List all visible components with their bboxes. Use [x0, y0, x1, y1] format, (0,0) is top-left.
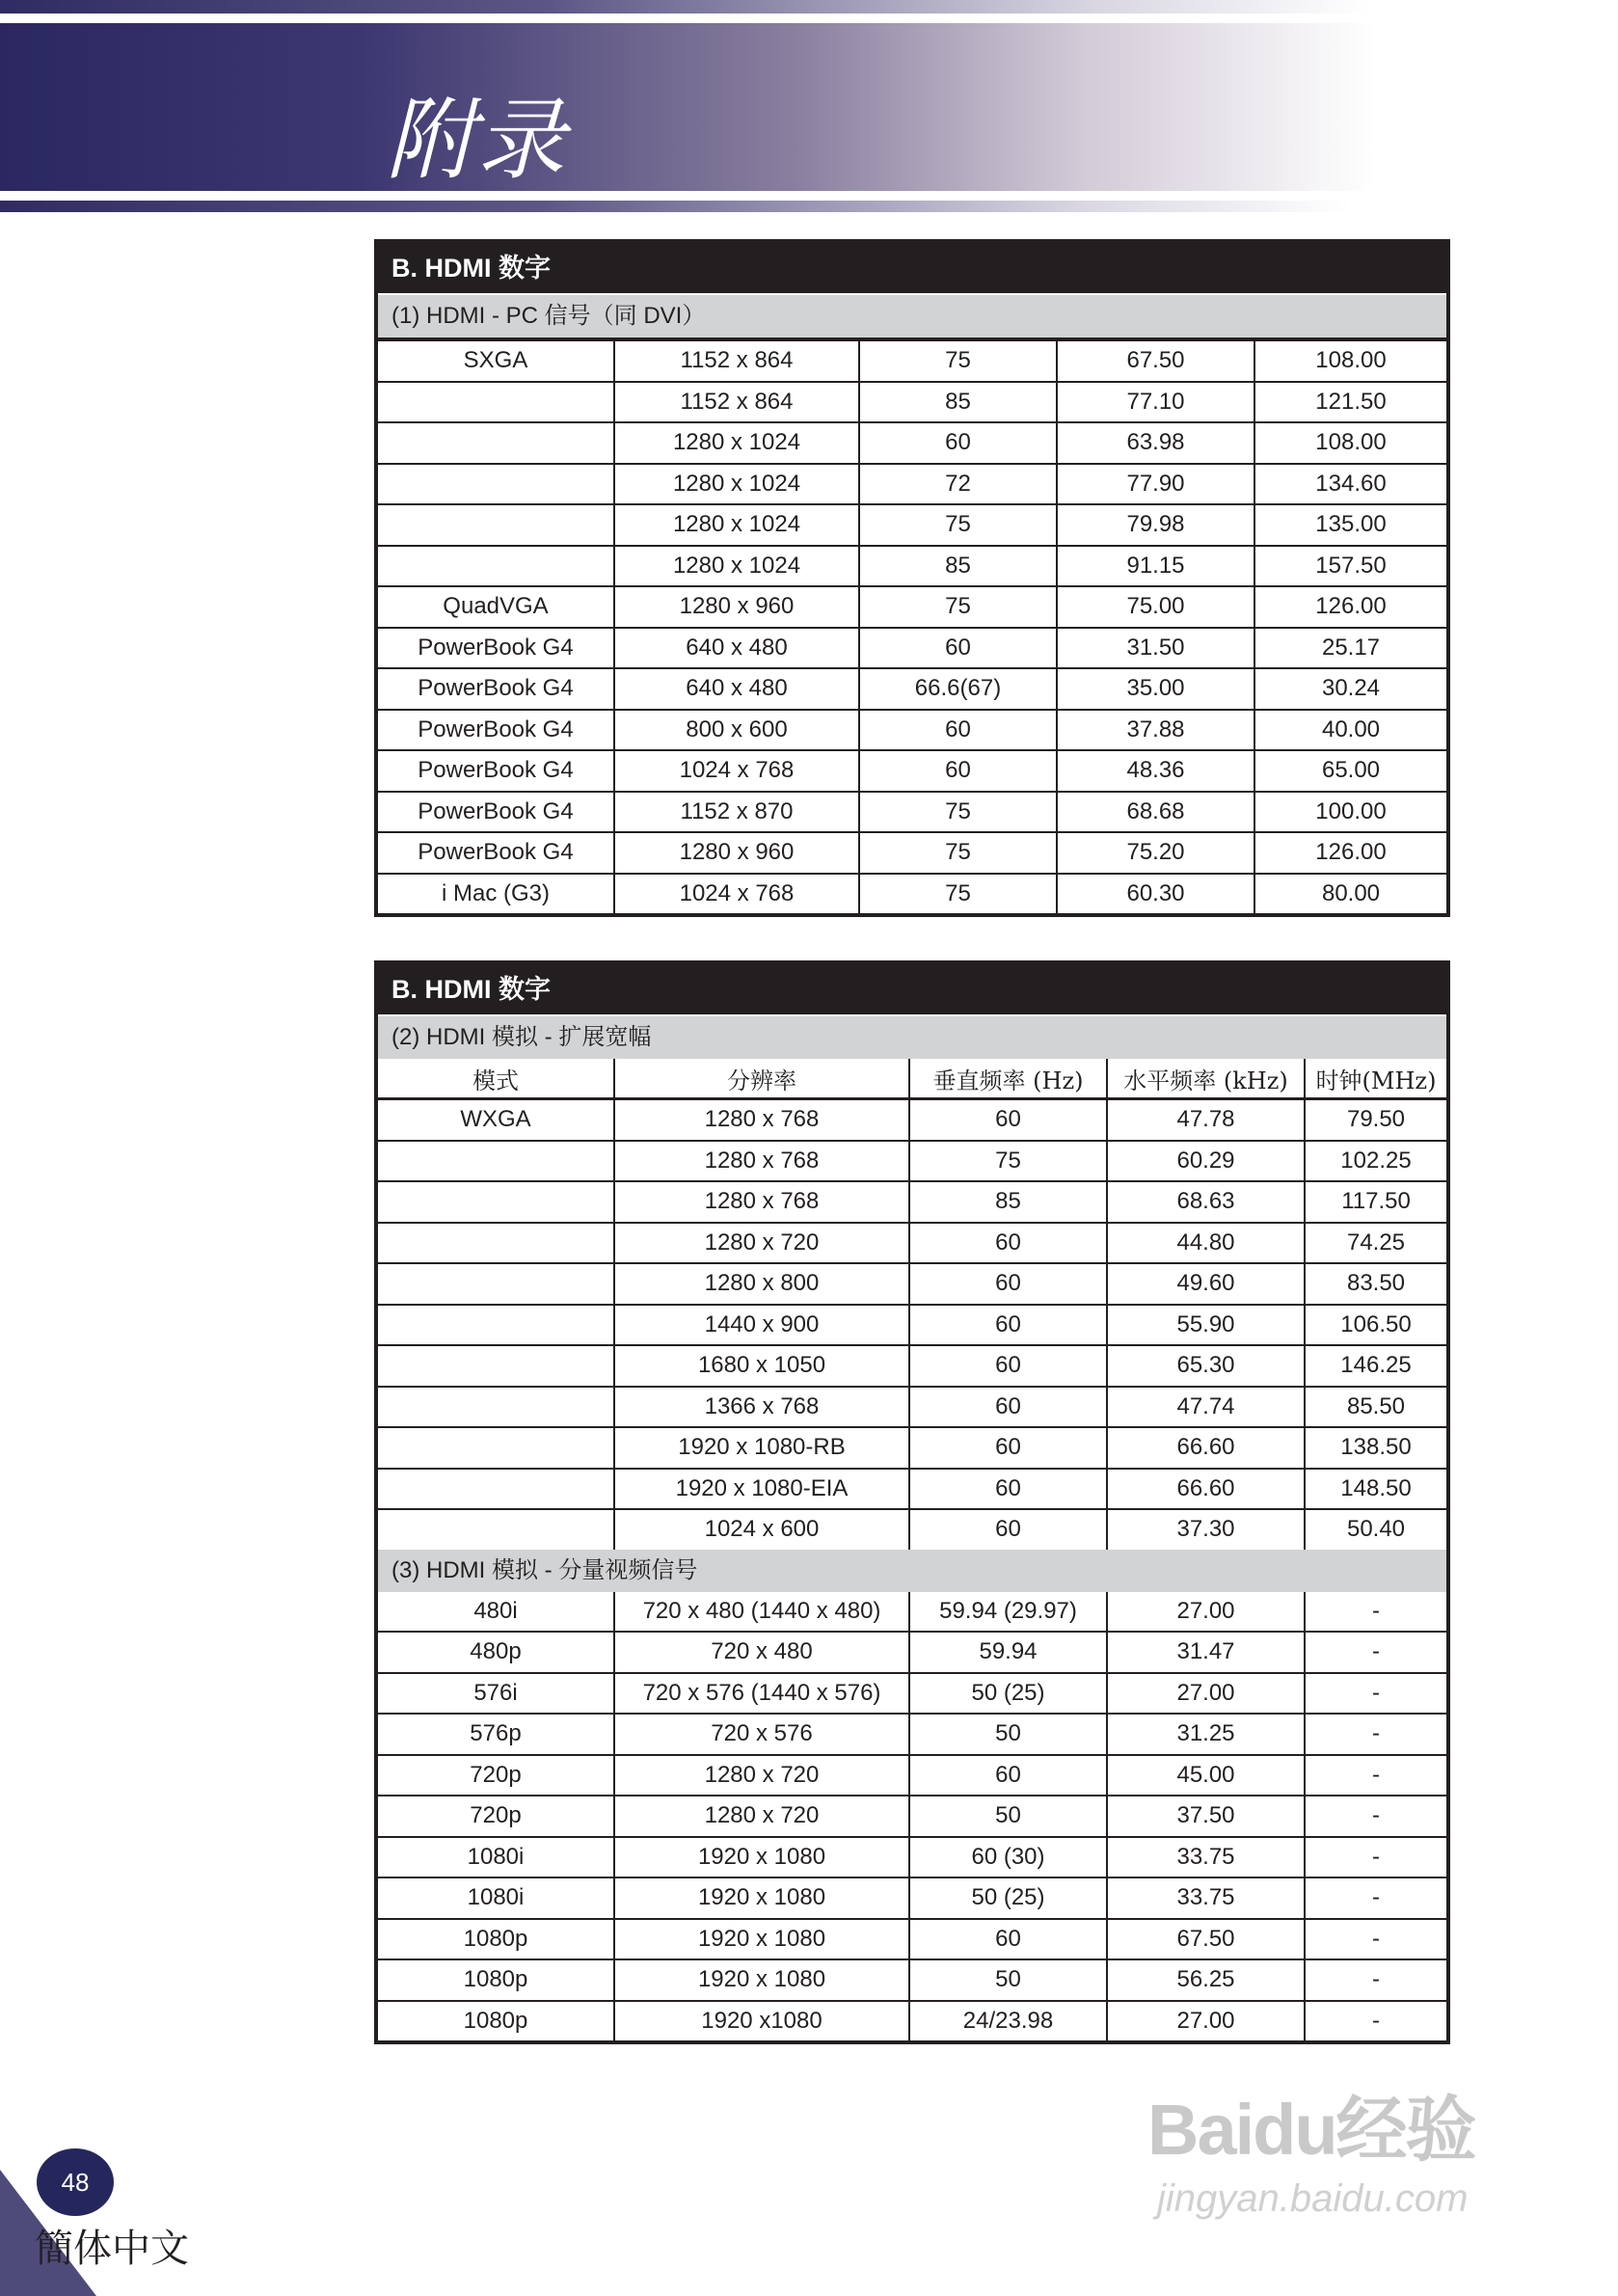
table-cell: 65.00: [1254, 750, 1446, 792]
table-cell: [378, 1181, 614, 1223]
table-cell: 60: [859, 422, 1057, 464]
table-cell: 1280 x 768: [614, 1099, 909, 1141]
table-row: [378, 586, 1446, 628]
table-cell: 85.50: [1305, 1387, 1446, 1428]
table-cell: 27.00: [1107, 1673, 1305, 1715]
table-cell: 1920 x 1080: [614, 1877, 909, 1919]
table-cell: 60: [909, 1263, 1107, 1305]
column-header: 分辨率: [614, 1059, 909, 1099]
page-number: 48: [37, 2148, 114, 2216]
table-cell: -: [1305, 1877, 1446, 1919]
table-row: [378, 1632, 1446, 1673]
table-cell: 60.29: [1107, 1141, 1305, 1182]
table-cell: 79.50: [1305, 1099, 1446, 1141]
table-cell: 1024 x 768: [614, 874, 859, 914]
table-cell: 30.24: [1254, 668, 1446, 710]
table-cell: PowerBook G4: [378, 628, 614, 669]
table-cell: -: [1305, 1673, 1446, 1715]
table-cell: 67.50: [1107, 1919, 1305, 1960]
table-cell: 1280 x 1024: [614, 422, 859, 464]
table-row: [378, 1755, 1446, 1796]
table-cell: 60.30: [1057, 874, 1254, 914]
table-cell: 1024 x 600: [614, 1509, 909, 1550]
table-cell: 1680 x 1050: [614, 1345, 909, 1387]
table-cell: [378, 504, 614, 546]
table-row: [378, 1592, 1446, 1633]
table-cell: 576p: [378, 1714, 614, 1755]
table-cell: [378, 382, 614, 423]
table2-subheading2: (3) HDMI 模拟 - 分量视频信号: [378, 1550, 1446, 1592]
table-cell: -: [1305, 1632, 1446, 1673]
table-cell: [378, 1263, 614, 1305]
table-row: [378, 1469, 1446, 1510]
table-cell: 31.25: [1107, 1714, 1305, 1755]
table-row: [378, 339, 1446, 382]
table-cell: 63.98: [1057, 422, 1254, 464]
hdmi-pc-table: [374, 239, 1450, 917]
column-header: 水平频率 (kHz): [1107, 1059, 1305, 1099]
table-cell: 75: [859, 339, 1057, 382]
table-row: [378, 1509, 1446, 1550]
table-row: [378, 750, 1446, 792]
table-cell: 55.90: [1107, 1305, 1305, 1346]
table-row: [378, 1959, 1446, 2001]
table-cell: 27.00: [1107, 1592, 1305, 1633]
table-cell: [378, 546, 614, 587]
table-cell: 60: [909, 1387, 1107, 1428]
hdmi-analog-table: [374, 960, 1450, 2044]
table-cell: 480i: [378, 1592, 614, 1633]
table-cell: 68.68: [1057, 792, 1254, 833]
table-cell: 50: [909, 1796, 1107, 1837]
table-cell: 1280 x 720: [614, 1796, 909, 1837]
table-cell: 50: [909, 1959, 1107, 2001]
table-cell: 720 x 576: [614, 1714, 909, 1755]
table-cell: -: [1305, 2001, 1446, 2041]
table-row: [378, 832, 1446, 874]
table-cell: -: [1305, 1714, 1446, 1755]
table-cell: 1024 x 768: [614, 750, 859, 792]
table-cell: 49.60: [1107, 1263, 1305, 1305]
table-cell: 60: [859, 750, 1057, 792]
table-cell: 65.30: [1107, 1345, 1305, 1387]
table-cell: 60: [859, 710, 1057, 751]
table-row: [378, 1919, 1446, 1960]
table-cell: 83.50: [1305, 1263, 1446, 1305]
table-cell: 85: [909, 1181, 1107, 1223]
table-row: [378, 1877, 1446, 1919]
table-cell: 91.15: [1057, 546, 1254, 587]
top-decor-line: [0, 0, 1369, 14]
table-cell: 45.00: [1107, 1755, 1305, 1796]
table-cell: 1080i: [378, 1877, 614, 1919]
table-cell: 67.50: [1057, 339, 1254, 382]
table-cell: 37.50: [1107, 1796, 1305, 1837]
table-cell: 134.60: [1254, 464, 1446, 505]
table-row: [378, 1263, 1446, 1305]
table-cell: 50 (25): [909, 1877, 1107, 1919]
table-cell: 60 (30): [909, 1837, 1107, 1878]
table-cell: 77.90: [1057, 464, 1254, 505]
table-cell: 75: [859, 874, 1057, 914]
table-row: [378, 1181, 1446, 1223]
table-row: [378, 1427, 1446, 1469]
table-cell: 37.30: [1107, 1509, 1305, 1550]
table-cell: 75: [859, 586, 1057, 628]
table-cell: 66.60: [1107, 1427, 1305, 1469]
table-cell: 480p: [378, 1632, 614, 1673]
table-cell: PowerBook G4: [378, 832, 614, 874]
table-cell: 31.47: [1107, 1632, 1305, 1673]
table-cell: 1280 x 768: [614, 1141, 909, 1182]
table-cell: 720 x 480 (1440 x 480): [614, 1592, 909, 1633]
table-row: [378, 1099, 1446, 1141]
table-cell: 60: [909, 1099, 1107, 1141]
table-cell: 1920 x1080: [614, 2001, 909, 2041]
table-cell: 50 (25): [909, 1673, 1107, 1715]
table-cell: 720 x 576 (1440 x 576): [614, 1673, 909, 1715]
table-cell: 75: [859, 792, 1057, 833]
table-cell: 60: [909, 1345, 1107, 1387]
table-cell: 720p: [378, 1755, 614, 1796]
column-header: 时钟(MHz): [1305, 1059, 1446, 1099]
table-cell: 47.78: [1107, 1099, 1305, 1141]
table-cell: SXGA: [378, 339, 614, 382]
table-cell: [378, 1509, 614, 1550]
table-cell: 121.50: [1254, 382, 1446, 423]
table1-subheading: (1) HDMI - PC 信号（同 DVI）: [378, 293, 1446, 338]
table-cell: 77.10: [1057, 382, 1254, 423]
table-cell: 720 x 480: [614, 1632, 909, 1673]
table-cell: 146.25: [1305, 1345, 1446, 1387]
table-cell: 37.88: [1057, 710, 1254, 751]
table-cell: 108.00: [1254, 422, 1446, 464]
table-cell: 85: [859, 382, 1057, 423]
table-cell: 25.17: [1254, 628, 1446, 669]
table-cell: 1080i: [378, 1837, 614, 1878]
language-label: 簡体中文: [35, 2227, 189, 2271]
table-row: [378, 874, 1446, 914]
table-row: [378, 710, 1446, 751]
table-cell: WXGA: [378, 1099, 614, 1141]
table-cell: 68.63: [1107, 1181, 1305, 1223]
column-header: 模式: [378, 1059, 614, 1099]
table-cell: 1152 x 870: [614, 792, 859, 833]
table-cell: [378, 1469, 614, 1510]
table-cell: 56.25: [1107, 1959, 1305, 2001]
table-cell: 33.75: [1107, 1877, 1305, 1919]
table-cell: [378, 1387, 614, 1428]
table-cell: 1280 x 800: [614, 1263, 909, 1305]
table-cell: 117.50: [1305, 1181, 1446, 1223]
watermark-logo: Baidu经验: [1147, 2090, 1475, 2170]
table-cell: 60: [909, 1509, 1107, 1550]
table-cell: 1080p: [378, 1919, 614, 1960]
table-cell: 66.60: [1107, 1469, 1305, 1510]
table-cell: 50: [909, 1714, 1107, 1755]
table-cell: 60: [909, 1223, 1107, 1264]
table-cell: [378, 1223, 614, 1264]
table-row: [378, 504, 1446, 546]
table-row: [378, 1796, 1446, 1837]
table-cell: [378, 464, 614, 505]
table-cell: PowerBook G4: [378, 710, 614, 751]
table-cell: 60: [909, 1469, 1107, 1510]
table-cell: [378, 422, 614, 464]
watermark-url: jingyan.baidu.com: [1157, 2177, 1469, 2220]
table-row: [378, 628, 1446, 669]
page-title: 附录: [386, 89, 568, 192]
table-cell: 148.50: [1305, 1469, 1446, 1510]
table-cell: 35.00: [1057, 668, 1254, 710]
table-cell: -: [1305, 1837, 1446, 1878]
table-cell: 720p: [378, 1796, 614, 1837]
table-cell: i Mac (G3): [378, 874, 614, 914]
table-cell: 24/23.98: [909, 2001, 1107, 2041]
table-cell: 59.94 (29.97): [909, 1592, 1107, 1633]
table-cell: 85: [859, 546, 1057, 587]
table-cell: 106.50: [1305, 1305, 1446, 1346]
table-row: [378, 1305, 1446, 1346]
table-cell: 800 x 600: [614, 710, 859, 751]
column-header: 垂直频率 (Hz): [909, 1059, 1107, 1099]
table-row: [378, 1223, 1446, 1264]
table-cell: 44.80: [1107, 1223, 1305, 1264]
table-cell: 1920 x 1080: [614, 1959, 909, 2001]
table-cell: 60: [909, 1427, 1107, 1469]
table-cell: 50.40: [1305, 1509, 1446, 1550]
table-cell: 33.75: [1107, 1837, 1305, 1878]
table-cell: 135.00: [1254, 504, 1446, 546]
table-row: [378, 668, 1446, 710]
table-row: [378, 382, 1446, 423]
table-cell: 640 x 480: [614, 668, 859, 710]
table-cell: 60: [909, 1755, 1107, 1796]
table-row: [378, 1673, 1446, 1715]
table-cell: 1366 x 768: [614, 1387, 909, 1428]
table-cell: -: [1305, 1755, 1446, 1796]
table-cell: 138.50: [1305, 1427, 1446, 1469]
table-cell: 576i: [378, 1673, 614, 1715]
table-cell: 1152 x 864: [614, 339, 859, 382]
table-cell: 1280 x 960: [614, 586, 859, 628]
table-cell: QuadVGA: [378, 586, 614, 628]
table-cell: -: [1305, 1796, 1446, 1837]
table-row: [378, 792, 1446, 833]
table1-heading: B. HDMI 数字: [378, 243, 1446, 293]
table2-grid: [378, 1059, 1446, 1550]
table-cell: [378, 1427, 614, 1469]
table-cell: 75: [859, 832, 1057, 874]
table-cell: PowerBook G4: [378, 750, 614, 792]
table2-heading: B. HDMI 数字: [378, 964, 1446, 1014]
table-cell: 1920 x 1080: [614, 1919, 909, 1960]
table-cell: 60: [909, 1305, 1107, 1346]
table-cell: 80.00: [1254, 874, 1446, 914]
table3-grid: [378, 1592, 1446, 2041]
table-cell: 1280 x 720: [614, 1755, 909, 1796]
table-cell: 1440 x 900: [614, 1305, 909, 1346]
table-cell: 126.00: [1254, 832, 1446, 874]
table-cell: [378, 1141, 614, 1182]
table-cell: 100.00: [1254, 792, 1446, 833]
table-cell: 157.50: [1254, 546, 1446, 587]
table-cell: 1920 x 1080-EIA: [614, 1469, 909, 1510]
table-cell: 1280 x 768: [614, 1181, 909, 1223]
table-cell: 1080p: [378, 1959, 614, 2001]
table2-header-row: [378, 1059, 1446, 1099]
table-cell: 1280 x 1024: [614, 546, 859, 587]
table-cell: -: [1305, 1592, 1446, 1633]
table1-grid: [378, 338, 1446, 913]
table-cell: 1280 x 720: [614, 1223, 909, 1264]
table-cell: 72: [859, 464, 1057, 505]
table-cell: PowerBook G4: [378, 792, 614, 833]
table-cell: 75: [909, 1141, 1107, 1182]
table-cell: 66.6(67): [859, 668, 1057, 710]
table-row: [378, 1345, 1446, 1387]
table-row: [378, 422, 1446, 464]
table-row: [378, 2001, 1446, 2041]
table-cell: 48.36: [1057, 750, 1254, 792]
table-cell: 74.25: [1305, 1223, 1446, 1264]
table-cell: [378, 1345, 614, 1387]
table-row: [378, 546, 1446, 587]
table-cell: 1920 x 1080: [614, 1837, 909, 1878]
table-cell: 27.00: [1107, 2001, 1305, 2041]
table-cell: 1920 x 1080-RB: [614, 1427, 909, 1469]
table-cell: 126.00: [1254, 586, 1446, 628]
table-cell: 1280 x 1024: [614, 464, 859, 505]
table-cell: 31.50: [1057, 628, 1254, 669]
table-cell: 1280 x 960: [614, 832, 859, 874]
header-banner: [0, 23, 1446, 191]
table-row: [378, 1141, 1446, 1182]
table-cell: 1080p: [378, 2001, 614, 2041]
table-cell: [378, 1305, 614, 1346]
table-cell: -: [1305, 1919, 1446, 1960]
table-cell: 59.94: [909, 1632, 1107, 1673]
table-cell: 640 x 480: [614, 628, 859, 669]
table-row: [378, 1387, 1446, 1428]
table-row: [378, 464, 1446, 505]
table-row: [378, 1714, 1446, 1755]
table2-subheading: (2) HDMI 模拟 - 扩展宽幅: [378, 1014, 1446, 1059]
banner-underline: [0, 201, 1350, 212]
table-cell: 1152 x 864: [614, 382, 859, 423]
table-row: [378, 1837, 1446, 1878]
table-cell: PowerBook G4: [378, 668, 614, 710]
table-cell: 108.00: [1254, 339, 1446, 382]
table-cell: 102.25: [1305, 1141, 1446, 1182]
table-cell: 79.98: [1057, 504, 1254, 546]
table-cell: 75.20: [1057, 832, 1254, 874]
table-cell: 75.00: [1057, 586, 1254, 628]
table-cell: 1280 x 1024: [614, 504, 859, 546]
table-cell: 47.74: [1107, 1387, 1305, 1428]
table-cell: 60: [909, 1919, 1107, 1960]
table-cell: 60: [859, 628, 1057, 669]
table-cell: 40.00: [1254, 710, 1446, 751]
table-cell: 75: [859, 504, 1057, 546]
table-cell: -: [1305, 1959, 1446, 2001]
